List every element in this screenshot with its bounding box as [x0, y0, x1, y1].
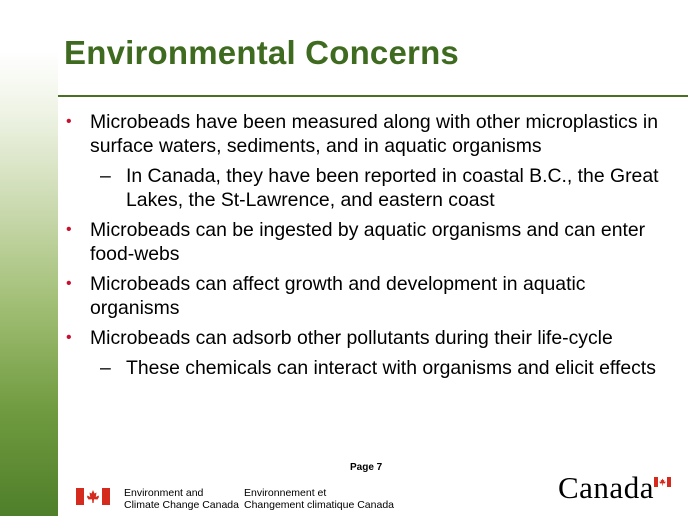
bullet-item	[66, 110, 676, 158]
bullet-text: Microbeads have been measured along with other microplastics in surface waters, sediments, and in aquatic organisms	[90, 111, 659, 157]
department-fr-line1: Environnement et	[244, 487, 327, 499]
bullet-text: Microbeads can adsorb other pollutants during their life-cycle	[90, 327, 613, 349]
sub-bullet-item	[66, 164, 676, 212]
department-fr-line2: Changement climatique Canada	[244, 499, 395, 511]
bullet-dot-icon: •	[66, 329, 72, 346]
canada-flag-icon	[76, 488, 110, 505]
page-number: Page 7	[350, 462, 383, 473]
bullet-dot-icon: •	[66, 113, 72, 130]
title-divider	[58, 95, 688, 97]
bullet-dot-icon: •	[66, 275, 72, 292]
bullet-item	[66, 326, 676, 350]
side-gradient-bar	[0, 0, 58, 516]
department-en-line2: Climate Change Canada	[124, 499, 239, 511]
bullet-item	[66, 218, 676, 266]
bullet-text: Microbeads can be ingested by aquatic organisms and can enter food-webs	[90, 219, 646, 265]
sub-bullet-text: In Canada, they have been reported in coastal B.C., the Great Lakes, the St-Lawrence, and eastern coast	[126, 165, 659, 211]
dash-icon: –	[100, 357, 111, 379]
bullet-dot-icon: •	[66, 221, 72, 238]
bullet-text: Microbeads can affect growth and development in aquatic organisms	[90, 273, 586, 319]
bullet-item	[66, 272, 676, 320]
sub-bullet-item	[66, 356, 676, 380]
wordmark-flag-icon	[654, 477, 671, 487]
bullet-list	[66, 110, 676, 386]
sub-bullet-text: These chemicals can interact with organisms and elicit effects	[126, 357, 656, 379]
slide-title: Environmental Concerns	[64, 34, 459, 71]
department-name-fr	[244, 487, 394, 511]
department-name-en	[124, 487, 239, 511]
department-en-line1: Environment and	[124, 487, 204, 499]
canada-wordmark: Canada	[558, 470, 654, 505]
dash-icon: –	[100, 165, 111, 187]
